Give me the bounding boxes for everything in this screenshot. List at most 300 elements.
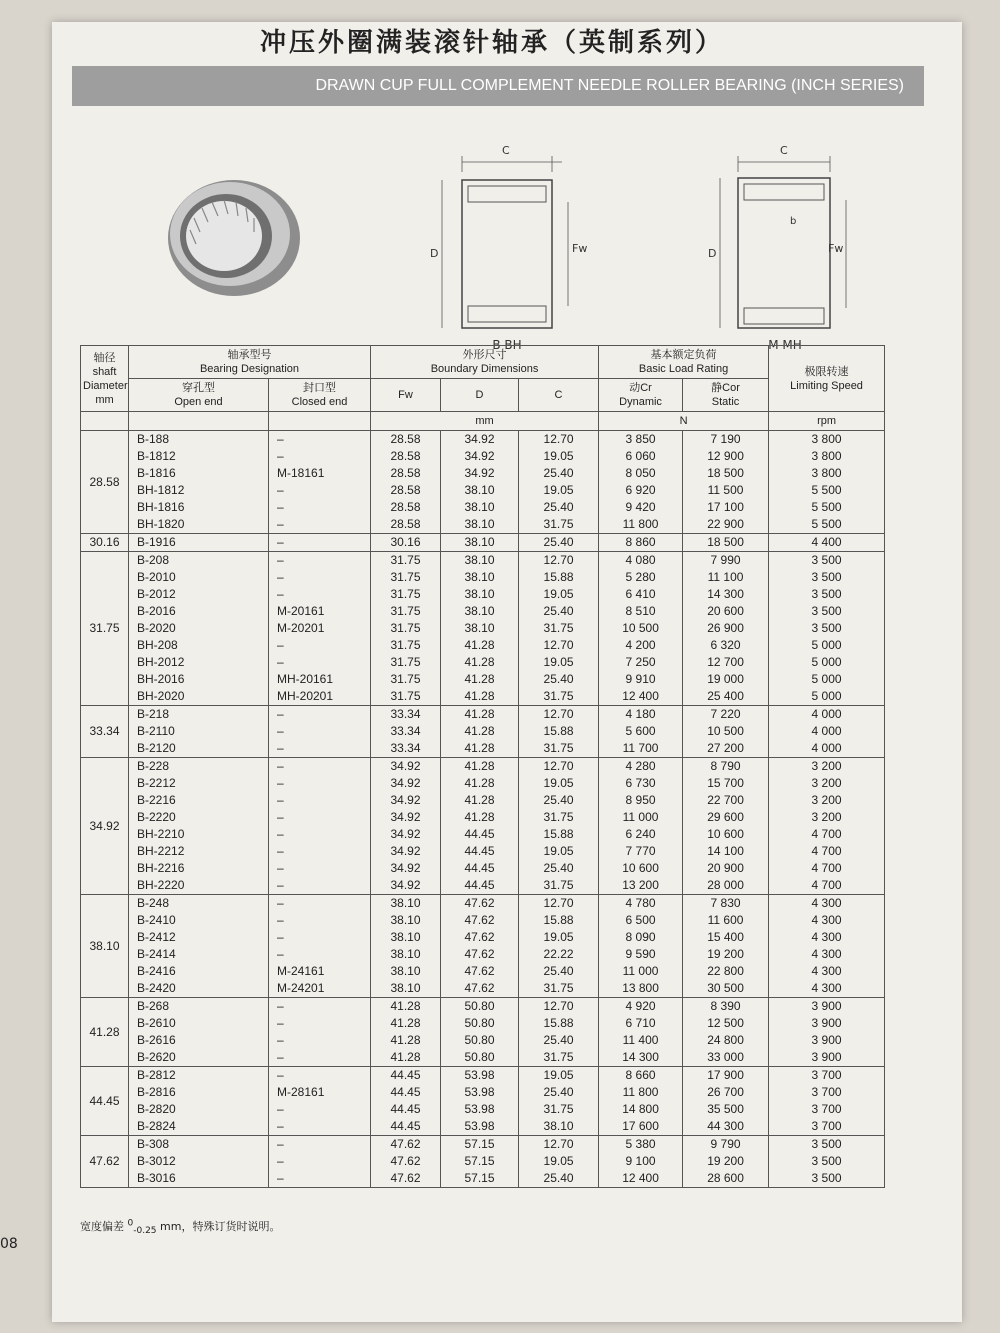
speed-cell: 4 300 [769,963,885,980]
open-cell: B-3012 [129,1153,269,1170]
closed-cell: M-28161 [269,1084,371,1101]
shaft-diameter-cell: 34.92 [81,758,129,895]
bearing-photo-icon [164,170,304,300]
d-cell: 41.28 [441,706,519,724]
table-row [81,1101,885,1118]
d-cell: 57.15 [441,1136,519,1154]
cr-cell: 4 180 [599,706,683,724]
speed-cell: 5 500 [769,482,885,499]
cor-cell: 44 300 [683,1118,769,1136]
fw-cell: 38.10 [371,929,441,946]
d-cell: 47.62 [441,963,519,980]
speed-cell: 4 700 [769,826,885,843]
diagram-m-mh [650,132,844,352]
cr-cell: 3 850 [599,431,683,449]
table-row [81,912,885,929]
speed-cell: 3 900 [769,1032,885,1049]
speed-cell: 4 000 [769,740,885,758]
closed-cell: – [269,775,371,792]
cr-cell: 9 590 [599,946,683,963]
speed-cell: 4 300 [769,912,885,929]
header-speed-unit: rpm [769,412,885,431]
open-cell: BH-2220 [129,877,269,895]
cr-cell: 13 200 [599,877,683,895]
fw-cell: 33.34 [371,740,441,758]
cor-cell: 20 900 [683,860,769,877]
open-cell: B-2610 [129,1015,269,1032]
cr-cell: 7 770 [599,843,683,860]
d-cell: 38.10 [441,499,519,516]
open-cell: B-2820 [129,1101,269,1118]
cr-cell: 8 660 [599,1067,683,1085]
header-c: C [519,379,599,412]
open-cell: B-1812 [129,448,269,465]
open-cell: B-2824 [129,1118,269,1136]
c-cell: 15.88 [519,1015,599,1032]
table-row [81,826,885,843]
speed-cell: 4 700 [769,877,885,895]
speed-cell: 3 500 [769,603,885,620]
d-cell: 41.28 [441,637,519,654]
page-title-english: DRAWN CUP FULL COMPLEMENT NEEDLE ROLLER BEARING (INCH SERIES) [72,66,924,106]
cor-cell: 10 500 [683,723,769,740]
table-header-row-1 [81,346,885,379]
c-cell: 19.05 [519,775,599,792]
fw-cell: 31.75 [371,688,441,706]
fw-cell: 34.92 [371,809,441,826]
cor-cell: 17 100 [683,499,769,516]
d-cell: 41.28 [441,740,519,758]
table-row [81,998,885,1016]
header-closed-cn: 封口型 [303,382,336,394]
shaft-diameter-cell: 47.62 [81,1136,129,1188]
bearing-table [80,345,885,1188]
d-cell: 41.28 [441,688,519,706]
c-cell: 25.40 [519,603,599,620]
table-row [81,465,885,482]
closed-cell: M-20201 [269,620,371,637]
open-cell: B-2012 [129,586,269,603]
fw-cell: 34.92 [371,792,441,809]
diagram-a-label-c: C [502,144,510,157]
closed-cell: – [269,877,371,895]
cor-cell: 9 790 [683,1136,769,1154]
fw-cell: 30.16 [371,534,441,552]
closed-cell: – [269,895,371,913]
c-cell: 19.05 [519,843,599,860]
table-row [81,946,885,963]
cor-cell: 11 100 [683,569,769,586]
cor-cell: 7 830 [683,895,769,913]
open-cell: BH-2216 [129,860,269,877]
cor-cell: 25 400 [683,688,769,706]
c-cell: 12.70 [519,998,599,1016]
open-cell: BH-208 [129,637,269,654]
closed-cell: M-24201 [269,980,371,998]
table-row [81,482,885,499]
d-cell: 50.80 [441,1032,519,1049]
cor-cell: 12 900 [683,448,769,465]
c-cell: 31.75 [519,980,599,998]
closed-cell: – [269,912,371,929]
cr-cell: 8 050 [599,465,683,482]
page-title-chinese: 冲压外圈满装滚针轴承（英制系列） [260,28,725,58]
table-row [81,534,885,552]
closed-cell: MH-20161 [269,671,371,688]
speed-cell: 5 000 [769,671,885,688]
speed-cell: 4 700 [769,843,885,860]
d-cell: 41.28 [441,809,519,826]
header-closed-en: Closed end [291,396,348,408]
closed-cell: – [269,843,371,860]
speed-cell: 4 700 [769,860,885,877]
table-row [81,688,885,706]
header-shaft-en2: Diameter [83,379,128,392]
speed-cell: 3 700 [769,1084,885,1101]
d-cell: 41.28 [441,723,519,740]
fw-cell: 34.92 [371,758,441,776]
diagram-b-label-fw: Fw [828,242,844,255]
c-cell: 19.05 [519,1153,599,1170]
closed-cell: – [269,637,371,654]
d-cell: 38.10 [441,586,519,603]
cr-cell: 11 000 [599,809,683,826]
header-designation [129,346,371,379]
open-cell: B-2410 [129,912,269,929]
closed-cell: MH-20201 [269,688,371,706]
c-cell: 12.70 [519,706,599,724]
closed-cell: – [269,998,371,1016]
fw-cell: 28.58 [371,499,441,516]
table-row [81,809,885,826]
shaft-diameter-cell: 33.34 [81,706,129,758]
c-cell: 25.40 [519,1032,599,1049]
cr-cell: 5 380 [599,1136,683,1154]
fw-cell: 41.28 [371,1032,441,1049]
cor-cell: 7 220 [683,706,769,724]
cor-cell: 19 200 [683,946,769,963]
open-cell: B-2110 [129,723,269,740]
speed-cell: 4 300 [769,946,885,963]
header-speed-cn: 极限转速 [804,365,849,378]
speed-cell: 5 500 [769,499,885,516]
open-cell: B-218 [129,706,269,724]
table-row [81,1118,885,1136]
cr-cell: 9 420 [599,499,683,516]
footnote-lower: -0.25 [133,1226,157,1237]
fw-cell: 31.75 [371,586,441,603]
cor-cell: 26 900 [683,620,769,637]
header-d: D [441,379,519,412]
diagram-b-label-b: b [790,216,797,227]
speed-cell: 3 700 [769,1118,885,1136]
cr-cell: 7 250 [599,654,683,671]
open-cell: B-1916 [129,534,269,552]
bearing-table-container [80,345,884,1188]
cor-cell: 15 700 [683,775,769,792]
speed-cell: 3 900 [769,1015,885,1032]
table-row [81,586,885,603]
speed-cell: 3 700 [769,1067,885,1085]
fw-cell: 34.92 [371,860,441,877]
table-row [81,895,885,913]
c-cell: 31.75 [519,877,599,895]
cor-cell: 30 500 [683,980,769,998]
closed-cell: M-24161 [269,963,371,980]
table-row [81,1136,885,1154]
fw-cell: 41.28 [371,1015,441,1032]
c-cell: 31.75 [519,1049,599,1067]
closed-cell: – [269,482,371,499]
c-cell: 19.05 [519,654,599,671]
speed-cell: 3 200 [769,775,885,792]
table-row [81,758,885,776]
open-cell: B-2216 [129,792,269,809]
speed-cell: 5 500 [769,516,885,534]
header-speed [769,346,885,412]
cr-cell: 17 600 [599,1118,683,1136]
closed-cell: M-18161 [269,465,371,482]
speed-cell: 3 700 [769,1101,885,1118]
d-cell: 47.62 [441,980,519,998]
c-cell: 12.70 [519,431,599,449]
c-cell: 12.70 [519,895,599,913]
d-cell: 47.62 [441,946,519,963]
cr-cell: 10 500 [599,620,683,637]
fw-cell: 41.28 [371,998,441,1016]
diagram-a-label-fw: Fw [572,242,588,255]
d-cell: 57.15 [441,1170,519,1188]
cor-cell: 18 500 [683,465,769,482]
speed-cell: 3 200 [769,758,885,776]
cor-cell: 27 200 [683,740,769,758]
closed-cell: – [269,1153,371,1170]
cr-cell: 8 090 [599,929,683,946]
d-cell: 34.92 [441,448,519,465]
c-cell: 12.70 [519,758,599,776]
d-cell: 44.45 [441,843,519,860]
d-cell: 41.28 [441,775,519,792]
fw-cell: 28.58 [371,482,441,499]
cor-cell: 6 320 [683,637,769,654]
closed-cell: – [269,586,371,603]
c-cell: 25.40 [519,792,599,809]
header-closed [269,379,371,412]
open-cell: BH-1820 [129,516,269,534]
closed-cell: – [269,1015,371,1032]
d-cell: 38.10 [441,552,519,570]
speed-cell: 3 500 [769,620,885,637]
d-cell: 47.62 [441,912,519,929]
c-cell: 19.05 [519,482,599,499]
d-cell: 50.80 [441,1049,519,1067]
shaft-diameter-cell: 44.45 [81,1067,129,1136]
cr-cell: 10 600 [599,860,683,877]
closed-cell: – [269,826,371,843]
speed-cell: 3 800 [769,465,885,482]
cor-cell: 22 900 [683,516,769,534]
table-row [81,929,885,946]
cr-cell: 8 860 [599,534,683,552]
fw-cell: 28.58 [371,448,441,465]
open-cell: B-2220 [129,809,269,826]
c-cell: 12.70 [519,552,599,570]
cor-cell: 35 500 [683,1101,769,1118]
cr-cell: 4 080 [599,552,683,570]
open-cell: BH-2016 [129,671,269,688]
d-cell: 38.10 [441,569,519,586]
table-row [81,516,885,534]
open-cell: B-2420 [129,980,269,998]
c-cell: 15.88 [519,723,599,740]
table-row [81,980,885,998]
c-cell: 25.40 [519,499,599,516]
speed-cell: 5 000 [769,654,885,671]
table-row [81,1153,885,1170]
closed-cell: – [269,448,371,465]
header-dynamic [599,379,683,412]
d-cell: 44.45 [441,860,519,877]
cor-cell: 8 790 [683,758,769,776]
fw-cell: 44.45 [371,1118,441,1136]
c-cell: 31.75 [519,809,599,826]
table-row [81,843,885,860]
table-row [81,569,885,586]
fw-cell: 44.45 [371,1101,441,1118]
table-row [81,1049,885,1067]
open-cell: B-2616 [129,1032,269,1049]
cor-cell: 14 100 [683,843,769,860]
table-row [81,552,885,570]
c-cell: 12.70 [519,637,599,654]
c-cell: 15.88 [519,912,599,929]
open-cell: B-2414 [129,946,269,963]
table-row [81,792,885,809]
cr-cell: 13 800 [599,980,683,998]
cr-cell: 11 800 [599,1084,683,1101]
d-cell: 38.10 [441,482,519,499]
speed-cell: 3 800 [769,448,885,465]
header-boundary [371,346,599,379]
closed-cell: – [269,654,371,671]
table-body [81,431,885,1188]
cor-cell: 12 700 [683,654,769,671]
open-cell: B-1816 [129,465,269,482]
cor-cell: 18 500 [683,534,769,552]
table-row [81,963,885,980]
table-row [81,448,885,465]
c-cell: 25.40 [519,963,599,980]
c-cell: 31.75 [519,688,599,706]
open-cell: BH-2212 [129,843,269,860]
open-cell: B-228 [129,758,269,776]
table-row [81,1084,885,1101]
speed-cell: 4 300 [769,895,885,913]
header-load-en: Basic Load Rating [638,363,729,375]
open-cell: BH-2020 [129,688,269,706]
c-cell: 31.75 [519,516,599,534]
fw-cell: 31.75 [371,603,441,620]
c-cell: 31.75 [519,1101,599,1118]
fw-cell: 31.75 [371,552,441,570]
d-cell: 50.80 [441,1015,519,1032]
c-cell: 19.05 [519,929,599,946]
header-open [129,379,269,412]
closed-cell: – [269,809,371,826]
closed-cell: – [269,516,371,534]
speed-cell: 4 400 [769,534,885,552]
diagram-m-mh-drawing [650,132,850,332]
speed-cell: 3 500 [769,586,885,603]
cor-cell: 11 600 [683,912,769,929]
cor-cell: 15 400 [683,929,769,946]
cor-cell: 8 390 [683,998,769,1016]
closed-cell: – [269,946,371,963]
fw-cell: 31.75 [371,637,441,654]
header-load-cn: 基本额定负荷 [650,349,717,361]
cr-cell: 12 400 [599,1170,683,1188]
diagram-a-label-d: D [430,247,439,260]
closed-cell: – [269,1170,371,1188]
closed-cell: – [269,758,371,776]
c-cell: 25.40 [519,534,599,552]
speed-cell: 3 500 [769,1136,885,1154]
cr-cell: 11 700 [599,740,683,758]
cr-cell: 11 400 [599,1032,683,1049]
table-row [81,877,885,895]
d-cell: 41.28 [441,654,519,671]
header-load-unit: N [599,412,769,431]
fw-cell: 44.45 [371,1067,441,1085]
speed-cell: 4 000 [769,723,885,740]
header-shaft [81,346,129,412]
cor-cell: 12 500 [683,1015,769,1032]
header-shaft-en1: shaft [92,365,117,378]
shaft-diameter-cell: 41.28 [81,998,129,1067]
diagram-a-caption: B BH [492,338,522,352]
header-boundary-en: Boundary Dimensions [430,363,539,375]
fw-cell: 38.10 [371,895,441,913]
speed-cell: 3 500 [769,552,885,570]
page-number: 08 [0,1236,18,1252]
fw-cell: 34.92 [371,826,441,843]
table-row [81,775,885,792]
closed-cell: – [269,706,371,724]
cr-cell: 4 280 [599,758,683,776]
fw-cell: 31.75 [371,671,441,688]
closed-cell: – [269,499,371,516]
fw-cell: 34.92 [371,775,441,792]
cr-cell: 12 400 [599,688,683,706]
closed-cell: – [269,431,371,449]
footnote-label: 宽度偏差 [80,1220,124,1233]
closed-cell: – [269,1032,371,1049]
header-static-cn: 静Cor [711,382,740,394]
fw-cell: 38.10 [371,980,441,998]
fw-cell: 31.75 [371,654,441,671]
closed-cell: – [269,1067,371,1085]
closed-cell: – [269,1101,371,1118]
open-cell: B-2016 [129,603,269,620]
open-cell: B-308 [129,1136,269,1154]
fw-cell: 28.58 [371,465,441,482]
c-cell: 31.75 [519,740,599,758]
header-designation-en: Bearing Designation [199,363,300,375]
header-dynamic-cn: 动Cr [629,382,652,394]
c-cell: 31.75 [519,620,599,637]
shaft-diameter-cell: 28.58 [81,431,129,534]
table-row [81,637,885,654]
